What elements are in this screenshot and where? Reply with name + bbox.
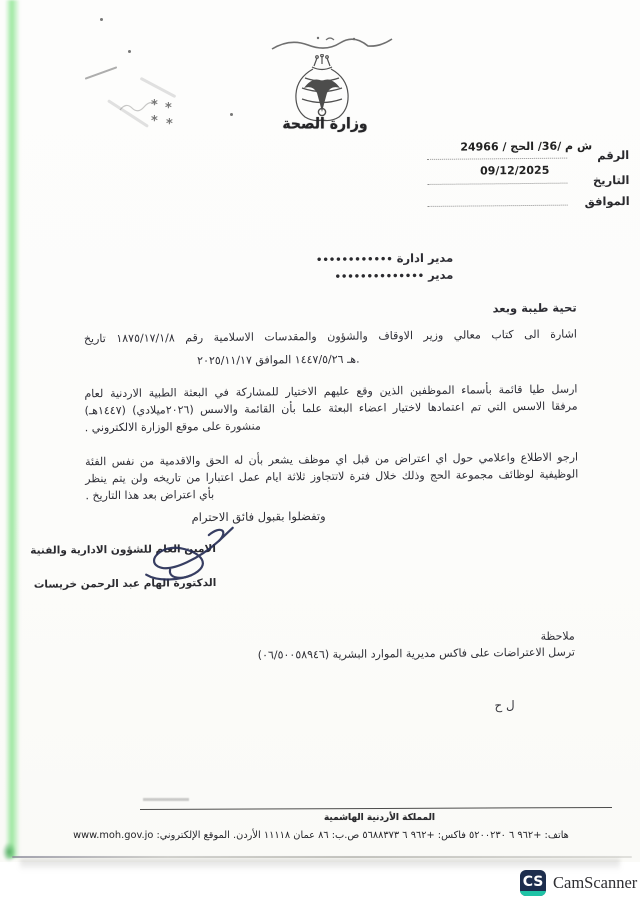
scan-edge-green-strip — [5, 0, 20, 858]
camscanner-icon-teal-bar — [520, 891, 546, 896]
paragraph-2-line-3: منشورة على موقع الوزارة الالكتروني . — [84, 419, 261, 435]
calligraphy-flourish — [268, 34, 396, 56]
camscanner-icon — [520, 870, 546, 896]
form-fine-print — [143, 798, 189, 801]
scan-page-edge — [12, 856, 632, 858]
paragraph-3-line-1: ارجو الاطلاع واعلامي حول اي اعتراض من قبل اي موظف يشعر بأن له الحق والاقدمية من نفس الفئة — [85, 450, 579, 469]
dot-leader: •••••••••••• — [315, 254, 393, 267]
scan-speck — [230, 113, 233, 116]
note-text: ترسل الاعتراضات على فاكس مديرية الموارد البشرية (٠٦/٥٠٠٥٨٩٤٦) — [257, 645, 576, 662]
dot-leader: •••••••••••••• — [334, 270, 425, 283]
signatory-name: الدكتورة الهام عبد الرحمن خريسات — [33, 577, 217, 591]
faint-script-mark — [118, 100, 158, 114]
paragraph-2-line-2: (١٤٤٧هـ)‎ (٢٠٢٦ميلادي)‎ مرفقا الاسس التي تم اعتمادها لاختيار اعضاء البعثة علما بأن القائمة والاسس — [84, 399, 578, 418]
signatory-title: الامين العام للشؤون الادارية والفنية — [30, 543, 217, 557]
paragraph-2-line-1: ارسل طيا قائمة بأسماء الموظفين الذين وقع عليهم الاختيار للمشاركة في البعثة الطبية الاردنية لعام — [84, 382, 578, 401]
greeting-line: تحية طيبة وبعد — [492, 300, 577, 316]
flower-stamp-icon: * — [166, 117, 173, 132]
flower-stamp-icon: * — [165, 101, 172, 116]
scan-speck — [100, 18, 103, 21]
footer-contact-line: هاتف: +٩٦٢ ٦ ٥٢٠٠٢٣٠ فاكس: +٩٦٢ ٦ ٥٦٨٨٣٧٣ ص.ب: ٨٦ عمان ١١١١٨ الأردن. الموقع الإلكتروني: www.moh.gov.jo — [73, 830, 569, 841]
handwritten-signature — [129, 521, 242, 586]
scan-edge-green-tip — [2, 842, 16, 862]
paragraph-3-line-2: الوظيفية لوظائف مجموعة الحج وذلك خلال فترة لاتتجاوز ثلاثة ايام عمل اعتبارا من تاريخه ولن يتم ينظر — [85, 467, 579, 486]
jordan-coat-of-arms — [283, 54, 361, 122]
flower-stamp-icon: * — [151, 114, 158, 129]
camscanner-watermark — [520, 870, 637, 896]
closing-salutation: وتفضلوا بقبول فائق الاحترام — [191, 508, 326, 525]
ministry-name-calligraphy: وزارة الصحة — [282, 115, 368, 133]
reference-date-label: التاريخ — [592, 173, 630, 188]
reference-number-value: ش م /36/ الحج / 24966 — [460, 139, 593, 154]
flower-stamp-icon: * — [151, 98, 158, 113]
addressee-title: مدير — [428, 267, 454, 282]
reference-number-label: الرقم — [597, 148, 630, 163]
reference-corresponding-label: الموافق — [584, 194, 630, 209]
camscanner-icon-letters: CS — [522, 873, 544, 890]
paragraph-1-line-2: ٢٠٢٥/١١/١٧‎ الموافق‎ ١٤٤٧/٥/٢٦‎ هـ. — [197, 352, 360, 368]
addressee-line-1 — [316, 251, 453, 266]
addressee-title: مدير ادارة — [396, 250, 454, 266]
camscanner-wordmark: CamScanner — [553, 873, 638, 892]
paragraph-1-line-1: اشارة الى كتاب معالي وزير الاوقاف والشؤون والمقدسات الاسلامية رقم ١٨٧٥/١٧/١/٨ تاريخ — [83, 327, 577, 346]
reference-date-value: 09/12/2025 — [480, 163, 550, 178]
note-label: ملاحظة — [540, 629, 575, 643]
paragraph-3-line-3: بأي اعتراض بعد هذا التاريخ . — [85, 488, 215, 503]
typist-initials: ل ح — [494, 698, 515, 713]
addressee-line-2 — [335, 268, 454, 283]
scan-speck — [128, 50, 131, 53]
eagle-silhouette — [304, 80, 340, 112]
kingdom-name: المملكة الأردنية الهاشمية — [323, 813, 436, 823]
